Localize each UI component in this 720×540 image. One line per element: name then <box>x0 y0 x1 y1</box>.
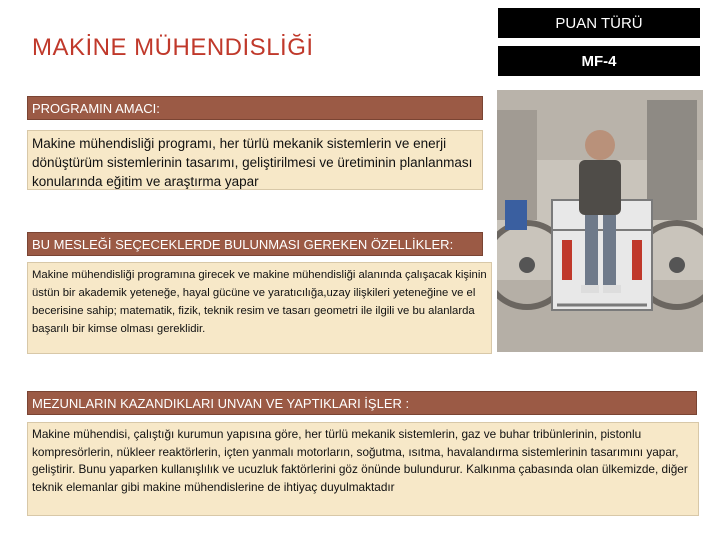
section-body-required-traits: Makine mühendisliği programına girecek ve makine mühendisliği alanında çalışacak kişinin üstün bir akademik yeteneğe, hayal gücüne ve yaratıcılığa,uzay ilişkileri yeteneğine ve el becerisine sahip; matematik, fizik, teknik resim ve tasarı geometri ile ilgili ve bu alanlarda başarılı bir kimse olması gereklidir. <box>27 262 492 354</box>
section-header-graduate-jobs: MEZUNLARIN KAZANDIKLARI UNVAN VE YAPTIKLARI İŞLER : <box>27 391 697 415</box>
puan-code-label: MF-4 <box>498 46 700 76</box>
page-title: MAKİNE MÜHENDİSLİĞİ <box>32 34 314 61</box>
section-header-required-traits: BU MESLEĞİ SEÇECEKLERDE BULUNMASI GEREKEN ÖZELLİKLER: <box>27 232 483 256</box>
section-body-graduate-jobs: Makine mühendisi, çalıştığı kurumun yapısına göre, her türlü mekanik sistemlerin, gaz ve buhar tribünlerinin, pistonlu kompresörlerin, nükleer reaktörlerin, içten yanmalı motorların, soğutma, ısıtma, havalandırma sistemlerinin tasarımını yapar, geliştirir. Bunu yaparken kullanışlılık ve ucuzluk faktörlerini göz önünde bulundurur. Kalkınma çabasında olan ülkemizde, diğer teknik elemanlar gibi makine mühendislerine de ihtiyaç duyulmaktadır <box>27 422 699 516</box>
puan-turu-label: PUAN TÜRÜ <box>498 8 700 38</box>
student-vehicle-photo <box>497 90 703 352</box>
section-header-program-aim: PROGRAMIN AMACI: <box>27 96 483 120</box>
section-body-program-aim: Makine mühendisliği programı, her türlü mekanik sistemlerin ve enerji dönüştürüm sistemlerinin tasarımı, geliştirilmesi ve üretiminin planlanması konularında eğitim ve araştırma yapar <box>27 130 483 190</box>
